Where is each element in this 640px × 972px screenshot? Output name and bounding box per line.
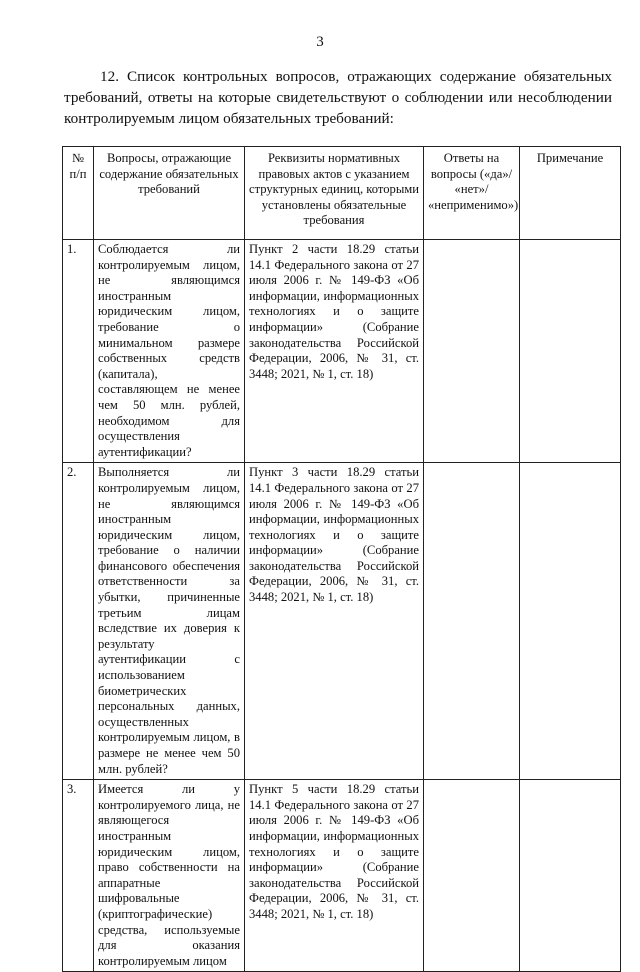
row-requisites: Пункт 2 части 18.29 статьи 14.1 Федерального закона от 27 июля 2006 г. № 149-ФЗ «Об информации, информационных технологиях и о защите информации» (Собрание законодательства Российской Федерации, 2006, № 31, ст. 3448; 2021, № 1, ст. 18) bbox=[245, 240, 424, 463]
row-number: 2. bbox=[63, 463, 94, 780]
row-answer-cell[interactable] bbox=[424, 240, 520, 463]
header-answer: Ответы на вопросы («да»/ «нет»/ «неприменимо») bbox=[424, 147, 520, 240]
row-number: 1. bbox=[63, 240, 94, 463]
table-row bbox=[63, 780, 621, 972]
row-requisites: Пункт 3 части 18.29 статьи 14.1 Федерального закона от 27 июля 2006 г. № 149-ФЗ «Об информации, информационных технологиях и о защите информации» (Собрание законодательства Российской Федерации, 2006, № 31, ст. 3448; 2021, № 1, ст. 18) bbox=[245, 463, 424, 780]
row-question: Соблюдается ли контролируемым лицом, не являющимся иностранным юридическим лицом, требование о минимальном размере собственных средств (капитала), составляющем не менее чем 50 млн. рублей, необходимом для осуществления аутентификации? bbox=[94, 240, 245, 463]
table-row bbox=[63, 240, 621, 463]
row-note-cell[interactable] bbox=[520, 780, 621, 972]
checklist-table bbox=[62, 146, 621, 972]
row-note-cell[interactable] bbox=[520, 240, 621, 463]
row-requisites: Пункт 5 части 18.29 статьи 14.1 Федерального закона от 27 июля 2006 г. № 149-ФЗ «Об информации, информационных технологиях и о защите информации» (Собрание законодательства Российской Федерации, 2006, № 31, ст. 3448; 2021, № 1, ст. 18) bbox=[245, 780, 424, 972]
row-number: 3. bbox=[63, 780, 94, 972]
row-question: Выполняется ли контролируемым лицом, не являющимся иностранным юридическим лицом, требование о наличии финансового обеспечения ответственности за убытки, причиненные третьим лицам вследствие их доверия к результату аутентификации с использованием биометрических персональных данных, осуществленных контролируемым лицом, в размере не менее чем 50 млн. рублей? bbox=[94, 463, 245, 780]
table-row bbox=[63, 463, 621, 780]
header-requisites: Реквизиты нормативных правовых актов с указанием структурных единиц, которыми установлены обязательные требования bbox=[245, 147, 424, 240]
row-note-cell[interactable] bbox=[520, 463, 621, 780]
row-answer-cell[interactable] bbox=[424, 780, 520, 972]
header-note: Примечание bbox=[520, 147, 621, 240]
header-number: № п/п bbox=[63, 147, 94, 240]
header-question: Вопросы, отражающие содержание обязательных требований bbox=[94, 147, 245, 240]
row-question: Имеется ли у контролируемого лица, не являющегося иностранным юридическим лицом, право собственности на аппаратные шифровальные (криптографические) средства, используемые для оказания контролируемым лицом bbox=[94, 780, 245, 972]
table-header-row bbox=[63, 147, 621, 240]
row-answer-cell[interactable] bbox=[424, 463, 520, 780]
section-heading: 12. Список контрольных вопросов, отражающих содержание обязательных требований, ответы на которые свидетельствуют о соблюдении или несоблюдении контролируемым лицом обязательных требований: bbox=[64, 68, 612, 127]
page-number: 3 bbox=[316, 34, 324, 50]
